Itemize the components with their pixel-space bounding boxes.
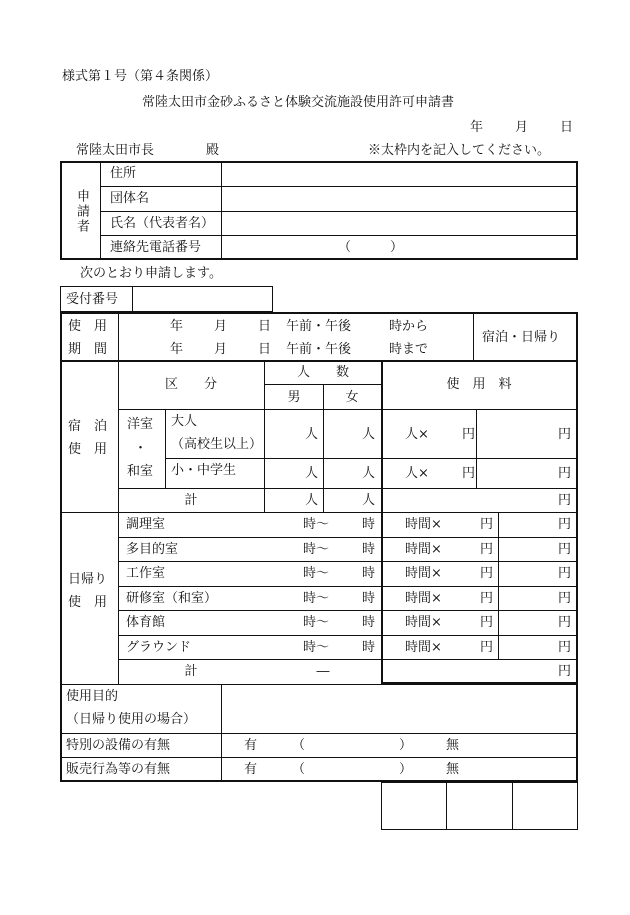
time-range: 時～ <box>303 640 330 655</box>
purpose-label: 使用目的 <box>66 689 119 704</box>
child-per-person: 人× <box>405 466 429 481</box>
people-header: 人 数 <box>296 365 350 380</box>
female-header: 女 <box>345 390 359 405</box>
facility-fee-yen: 円 <box>558 615 572 630</box>
facility-ground: グラウンド <box>126 640 192 655</box>
time-range: 時～ <box>303 615 330 630</box>
adult-female-unit: 人 <box>362 427 376 442</box>
equipment-yes[interactable]: 有 <box>244 738 258 753</box>
room-separator-dot: ・ <box>134 441 148 456</box>
western-room-label: 洋室 <box>127 417 154 432</box>
approval-stamp-boxes <box>381 782 578 830</box>
facility-fee-yen: 円 <box>558 566 572 581</box>
facility-fee-yen: 円 <box>558 517 572 532</box>
intro-text: 次のとおり申請します。 <box>80 266 222 281</box>
form-number: 様式第１号（第４条関係） <box>62 69 219 84</box>
period-to-hour: 時まで <box>389 342 429 357</box>
representative-name-field[interactable] <box>223 213 576 234</box>
facility-training-room: 研修室（和室） <box>126 591 218 606</box>
adult-label: 大人 <box>171 414 198 429</box>
fee-header: 使 用 料 <box>446 377 512 392</box>
japanese-room-label: 和室 <box>127 464 154 479</box>
reception-number-label: 受付番号 <box>66 292 119 307</box>
period-label-bottom: 期 間 <box>68 342 108 357</box>
phone-parens: （ ） <box>338 240 404 255</box>
facility-fee-yen: 円 <box>558 640 572 655</box>
day-use-total-dash: ― <box>316 664 330 679</box>
facility-fee-yen: 円 <box>558 542 572 557</box>
sales-paren-close: ） <box>399 762 413 777</box>
period-to-year: 年 <box>170 342 184 357</box>
hourly-rate-yen: 円 <box>480 517 494 532</box>
time-end-hour: 時 <box>362 640 376 655</box>
facility-cooking-room: 調理室 <box>126 517 166 532</box>
adult-rate-yen: 円 <box>462 427 476 442</box>
time-range: 時～ <box>303 517 330 532</box>
phone-field[interactable] <box>223 237 576 258</box>
stay-total-female-unit: 人 <box>362 493 376 508</box>
period-to-month: 月 <box>214 342 228 357</box>
time-end-hour: 時 <box>362 517 376 532</box>
equipment-paren-close: ） <box>399 738 413 753</box>
sales-activity-label: 販売行為等の有無 <box>66 762 171 777</box>
period-from-ampm: 午前・午後 <box>286 319 352 334</box>
facility-gymnasium: 体育館 <box>126 615 166 630</box>
form-title: 常陸太田市金砂ふるさと体験交流施設使用許可申請書 <box>142 95 455 110</box>
time-range: 時～ <box>303 542 330 557</box>
child-male-unit: 人 <box>305 466 319 481</box>
equipment-paren-open: （ <box>292 738 306 753</box>
facility-multipurpose-room: 多目的室 <box>126 542 179 557</box>
stay-or-day-trip[interactable]: 宿泊・日帰り <box>482 330 561 345</box>
hours-multiplier: 時間× <box>405 640 442 655</box>
hours-multiplier: 時間× <box>405 542 442 557</box>
time-range: 時～ <box>303 591 330 606</box>
sales-paren-open: （ <box>292 762 306 777</box>
phone-label: 連絡先電話番号 <box>110 240 202 255</box>
applicant-side-label: 申請者 <box>74 189 89 234</box>
hours-multiplier: 時間× <box>405 591 442 606</box>
time-range: 時～ <box>303 566 330 581</box>
group-name-label: 団体名 <box>110 191 150 206</box>
time-end-hour: 時 <box>362 615 376 630</box>
stay-total-male-unit: 人 <box>305 493 319 508</box>
hours-multiplier: 時間× <box>405 566 442 581</box>
group-name-field[interactable] <box>223 188 576 210</box>
child-female-unit: 人 <box>362 466 376 481</box>
day-use-total-fee-yen: 円 <box>558 664 572 679</box>
period-from-hour: 時から <box>389 319 429 334</box>
special-equipment-label: 特別の設備の有無 <box>66 738 171 753</box>
honorific: 殿 <box>206 143 220 158</box>
purpose-sub-label: （日帰り使用の場合） <box>66 712 197 727</box>
hourly-rate-yen: 円 <box>480 615 494 630</box>
address-field[interactable] <box>223 163 576 185</box>
period-from-month: 月 <box>214 319 228 334</box>
period-label-top: 使 用 <box>68 319 108 334</box>
day-use-total-label: 計 <box>184 664 198 679</box>
address-label: 住所 <box>110 166 137 181</box>
adult-fee-yen: 円 <box>558 427 572 442</box>
category-header: 区 分 <box>164 377 218 392</box>
adult-male-unit: 人 <box>305 427 319 442</box>
period-to-ampm: 午前・午後 <box>286 342 352 357</box>
period-to-day: 日 <box>258 342 272 357</box>
stay-total-label: 計 <box>184 493 198 508</box>
child-fee-yen: 円 <box>558 466 572 481</box>
period-from-day: 日 <box>258 319 272 334</box>
representative-name-label: 氏名（代表者名） <box>110 216 215 231</box>
stay-total-fee-yen: 円 <box>558 493 572 508</box>
adult-per-person: 人× <box>405 427 429 442</box>
purpose-field[interactable] <box>223 686 576 731</box>
male-header: 男 <box>287 390 301 405</box>
hourly-rate-yen: 円 <box>480 591 494 606</box>
equipment-no[interactable]: 無 <box>446 738 460 753</box>
hours-multiplier: 時間× <box>405 615 442 630</box>
day-use-label-top: 日帰り <box>68 572 108 587</box>
hourly-rate-yen: 円 <box>480 542 494 557</box>
stay-label-top: 宿 泊 <box>68 419 108 434</box>
time-end-hour: 時 <box>362 591 376 606</box>
addressee: 常陸太田市長 <box>76 143 155 158</box>
fill-instruction-note: ※太枠内を記入してください。 <box>368 143 551 158</box>
hours-multiplier: 時間× <box>405 517 442 532</box>
time-end-hour: 時 <box>362 566 376 581</box>
sales-yes[interactable]: 有 <box>244 762 258 777</box>
child-label: 小・中学生 <box>171 463 237 478</box>
date-month: 月 <box>515 120 529 135</box>
period-from-year: 年 <box>170 319 184 334</box>
facility-workshop-room: 工作室 <box>126 566 166 581</box>
child-rate-yen: 円 <box>462 466 476 481</box>
date-year: 年 <box>470 120 484 135</box>
day-use-label-bottom: 使 用 <box>68 595 108 610</box>
date-day: 日 <box>560 120 574 135</box>
time-end-hour: 時 <box>362 542 376 557</box>
hourly-rate-yen: 円 <box>480 640 494 655</box>
adult-note: （高校生以上） <box>171 437 263 452</box>
stay-label-bottom: 使 用 <box>68 442 108 457</box>
facility-fee-yen: 円 <box>558 591 572 606</box>
sales-no[interactable]: 無 <box>446 762 460 777</box>
hourly-rate-yen: 円 <box>480 566 494 581</box>
